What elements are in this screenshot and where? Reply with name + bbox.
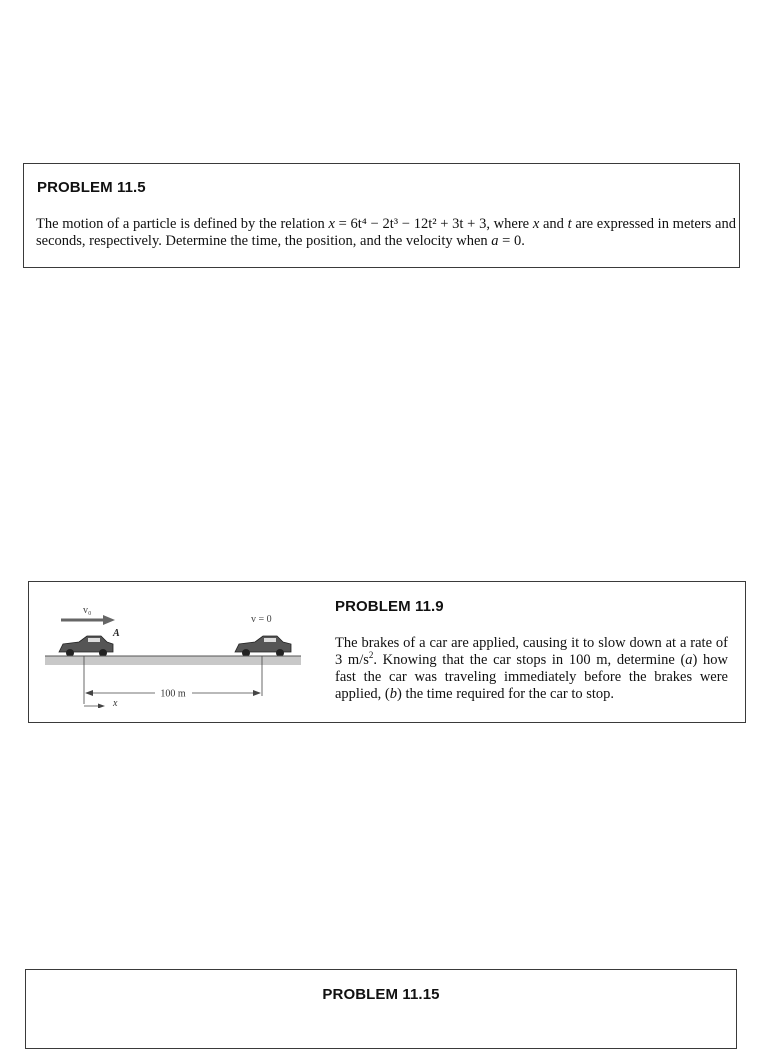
variable-t: t <box>567 216 572 232</box>
variable-a: a <box>491 233 499 249</box>
car-a-label: A <box>113 628 120 639</box>
variable-x: x <box>532 216 540 232</box>
problem-title: PROBLEM 11.5 <box>37 179 146 196</box>
road-surface <box>45 656 301 665</box>
statement-text: = 0. <box>498 233 525 249</box>
v-end-label: v = 0 <box>251 614 272 625</box>
problem-11-5-box <box>23 163 740 268</box>
problem-11-15-box <box>25 969 737 1049</box>
exponent: 2 <box>368 650 374 660</box>
variable-x: x <box>328 216 335 232</box>
statement-text: The brakes of a car are applied, causing it to slow down at a rate of 3 m/s <box>335 635 728 668</box>
statement-intro: The motion of a particle is defined by the relation <box>36 216 329 232</box>
part-a-label: a <box>685 652 693 668</box>
problem-title: PROBLEM 11.15 <box>322 986 440 1003</box>
statement-text: are expressed in meters and seconds, respectively. Determine the time, the position, and the velocity when <box>36 216 736 249</box>
statement-text: and <box>539 216 568 232</box>
problem-statement <box>36 216 736 250</box>
part-b-label: b <box>389 686 398 702</box>
motion-equation: = 6t⁴ − 2t³ − 12t² + 3t + 3 <box>334 216 487 232</box>
statement-text: ) how fast the car was traveling immediately before the brakes were applied, ( <box>335 652 728 702</box>
braking-car-figure <box>41 598 301 708</box>
statement-text: . Knowing that the car stops in 100 m, determine ( <box>373 652 686 668</box>
car-a-icon <box>59 636 113 657</box>
stopped-car-icon <box>235 636 291 657</box>
statement-text: ) the time required for the car to stop. <box>397 686 615 702</box>
v0-label: v₀ <box>83 605 92 616</box>
statement-text: , where <box>486 216 533 232</box>
velocity-arrow-icon <box>61 615 115 625</box>
problem-title: PROBLEM 11.9 <box>335 598 444 615</box>
x-axis-arrow-icon <box>84 704 105 709</box>
x-axis-label: x <box>113 698 118 708</box>
problem-11-9-box <box>28 581 746 723</box>
distance-label: 100 m <box>160 688 186 700</box>
problem-statement <box>335 635 728 703</box>
